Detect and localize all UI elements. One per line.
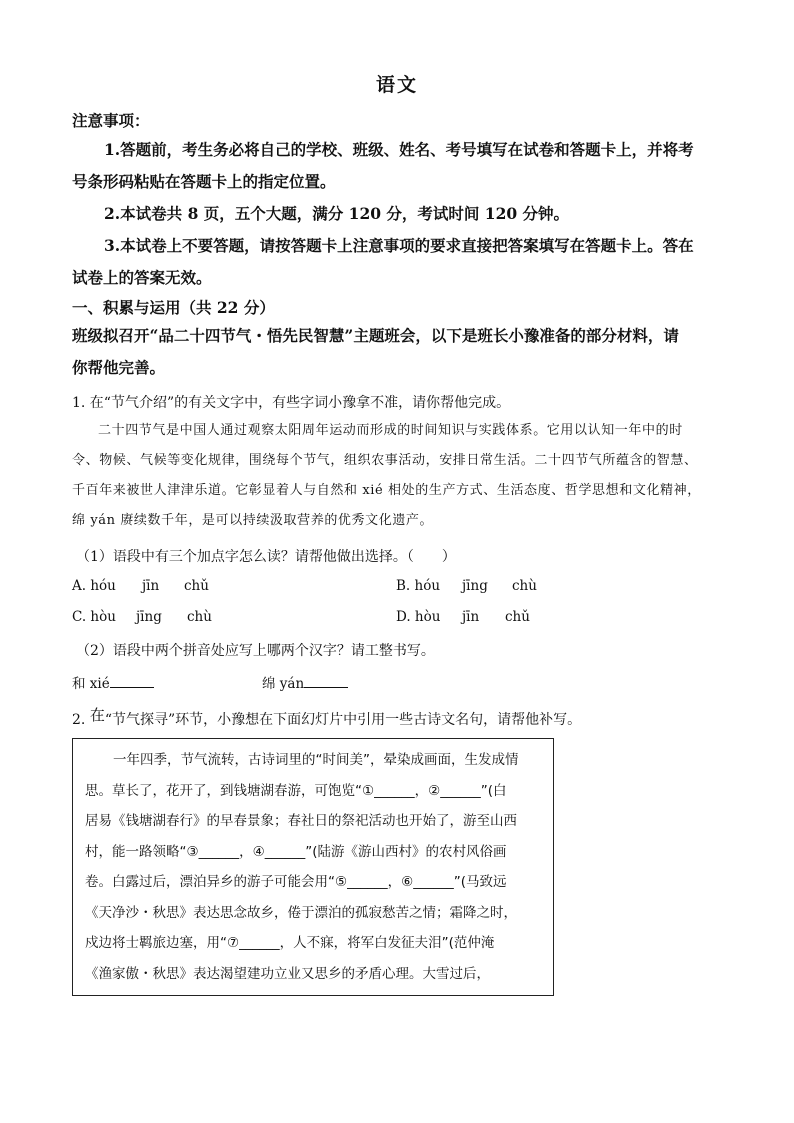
slide-line: 《渔家傲・秋思》表达渴望建功立业又思乡的矛盾心理。大雪过后， (85, 965, 490, 982)
section-intro (72, 320, 722, 384)
question-2-text: “节气探寻”环节，小豫想在下面幻灯片中引用一些古诗文名句，请帮他补写。 (104, 712, 582, 728)
option-a-3: chǔ (184, 578, 209, 594)
passage-line: 二十四节气是中国人通过观察太阳周年运动而形成的时间知识与实践体系。它用以认知一年中的时 (98, 423, 683, 438)
notice-item-1 (72, 134, 722, 198)
option-d-1: D. hòu (396, 609, 441, 625)
option-a[interactable] (72, 578, 209, 594)
notice-item-3-line-2: 试卷上的答案无效。 (72, 268, 212, 287)
passage-line: 千百年来被世人津津乐道。它彰显着人与自然和 xié 相处的生产方式、生活态度、哲学思想和文化精神， (72, 483, 701, 498)
option-b-1: B. hóu (396, 578, 441, 594)
question-2-number: 2. (72, 712, 86, 728)
slide-line: 《天净沙・秋思》表达思念故乡，倦于漂泊的孤寂愁苦之情；霜降之时， (85, 904, 517, 921)
blank-label-yan: 绵 yán (262, 676, 305, 692)
option-d-2: jīn (462, 609, 480, 625)
answer-blank-yan[interactable] (262, 672, 348, 692)
slide-line: 卷。白露过后，漂泊异乡的游子可能会用“⑤______，⑥______”(马致远 (85, 874, 507, 890)
option-a-1: A. hóu (72, 578, 116, 594)
page-title: 语文 (375, 74, 418, 96)
blank-line-yan[interactable] (304, 673, 348, 688)
question-2-prefix: 在 (89, 706, 105, 724)
option-b-3: chù (512, 578, 537, 594)
blank-label-xie: 和 xié (72, 676, 110, 692)
option-c-1: C. hòu (72, 609, 116, 625)
slide-line: 一年四季，节气流转，古诗词里的“时间美”，晕染成画面，生发成情 (113, 752, 519, 768)
slide-line: 居易《钱塘湖春行》的早春景象；春社日的祭祀活动也开始了，游至山西 (85, 813, 517, 829)
blank-line-xie[interactable] (110, 673, 154, 688)
notice-item-3-line-1: 3.本试卷上不要答题，请按答题卡上注意事项的要求直接把答案填写在答题卡上。答在 (104, 236, 694, 255)
notice-item-1-line-2: 号条形码粘贴在答题卡上的指定位置。 (72, 172, 336, 191)
option-d[interactable] (396, 609, 530, 625)
notice-item-2-line: 2.本试卷共 8 页，五个大题，满分 120 分，考试时间 120 分钟。 (104, 204, 570, 223)
answer-blank-xie[interactable] (72, 672, 154, 692)
notice-heading: 注意事项： (72, 111, 150, 130)
section-heading: 一、积累与运用（共 22 分） (72, 298, 275, 317)
notice-item-2 (72, 198, 722, 230)
slide-line: 村，能一路领略“③______，④______”(陆游《游山西村》的农村风俗画 (85, 843, 507, 860)
option-b-2: jīng (462, 578, 488, 594)
passage-line: 绵 yán 赓续数千年，是可以持续汲取营养的优秀文化遗产。 (72, 513, 434, 528)
option-c[interactable] (72, 609, 212, 625)
slide-line: 思。草长了，花开了，到钱塘湖春游，可饱览“①______，②______”(白 (85, 782, 507, 799)
option-d-3: chǔ (505, 609, 530, 625)
question-1-passage (72, 416, 712, 536)
question-2-stem (72, 708, 581, 729)
option-b[interactable] (396, 578, 537, 594)
question-1-stem: 1. 在“节气介绍”的有关文字中，有些字词小豫拿不准，请你帮他完成。 (72, 395, 511, 411)
slide-text-box (72, 738, 554, 996)
option-c-3: chù (187, 609, 212, 625)
notice-item-3 (72, 230, 722, 294)
option-a-2: jīn (142, 578, 160, 594)
slide-line: 戍边将士羁旅边塞，用“⑦______，人不寐，将军白发征夫泪”(范仲淹 (85, 935, 495, 951)
passage-line: 令、物候、气候等变化规律，围绕每个节气，组织农事活动，安排日常生活。二十四节气所蕴含的智慧、 (72, 453, 698, 468)
notice-item-1-line-1: 1.答题前，考生务必将自己的学校、班级、姓名、考号填写在试卷和答题卡上，并将考 (104, 140, 694, 159)
question-1-sub-2: （2）语段中两个拼音处应写上哪两个汉字？请工整书写。 (76, 643, 435, 659)
section-intro-line-1: 班级拟召开“品二十四节气・悟先民智慧”主题班会，以下是班长小豫准备的部分材料，请 (72, 326, 679, 345)
option-c-2: jīng (136, 609, 162, 625)
question-1-sub-1: （1）语段中有三个加点字怎么读？请帮他做出选择。（ ） (76, 549, 456, 565)
section-intro-line-2: 你帮他完善。 (72, 358, 166, 377)
